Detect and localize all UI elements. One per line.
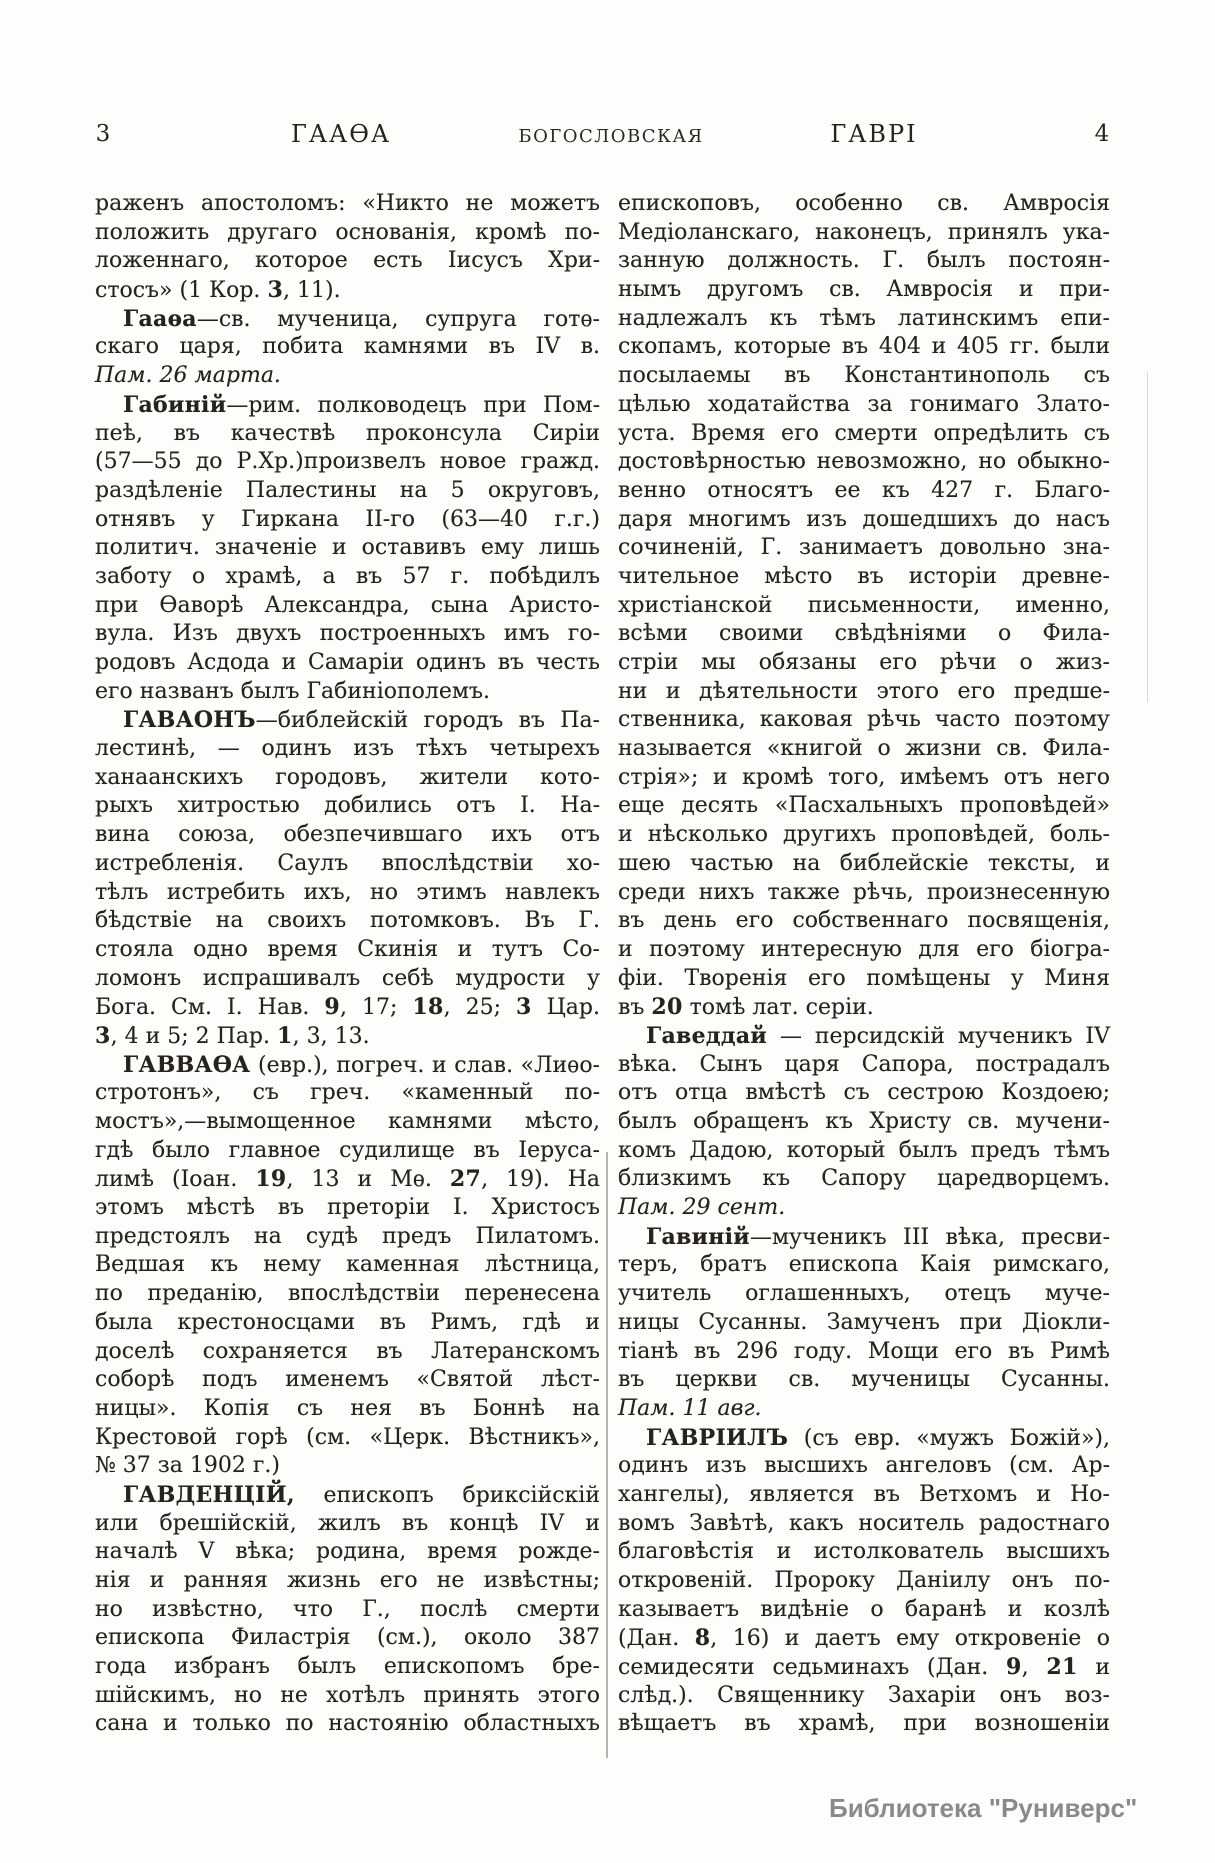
text-line: сана и только по настоянію областныхъ bbox=[95, 1711, 600, 1737]
text-line: слѣд.). Священнику Захаріи онъ воз- bbox=[618, 1682, 1110, 1708]
text-line: Медіоланскаго, наконецъ, принялъ ука- bbox=[618, 219, 1110, 245]
text-line: года избранъ былъ епископомъ бре- bbox=[95, 1654, 600, 1680]
text-line: вула. Изъ двухъ построенныхъ имъ го- bbox=[95, 621, 600, 647]
text-line: мостъ»,—вымощенное камнями мѣсто, bbox=[95, 1109, 600, 1134]
text-line: семидесяти седьминахъ (Дан. 9, 21 и bbox=[618, 1654, 1110, 1681]
text-line: скопамъ, которые въ 404 и 405 гг. были bbox=[618, 334, 1110, 360]
text-line: ГАВРІИЛЪ (съ евр. «мужъ Божій»), bbox=[646, 1424, 1110, 1451]
text-line: но извѣстно, что Г., послѣ смерти bbox=[95, 1596, 600, 1622]
text-line: среди нихъ также рѣчь, произнесенную bbox=[618, 879, 1110, 905]
text-line: чительное мѣсто въ исторіи древне- bbox=[618, 563, 1110, 589]
text-line: въ церкви св. мученицы Сусанны. bbox=[618, 1367, 1110, 1393]
text-line: тѣлъ истребить ихъ, но этимъ навлекъ bbox=[95, 879, 600, 905]
text-line: благовѣстія и истолкователь высшихъ bbox=[618, 1539, 1110, 1565]
text-line: стрія»; и кромѣ того, имѣемъ отъ него bbox=[618, 764, 1110, 790]
text-line: и поэтому интересную для его біогра- bbox=[618, 936, 1110, 962]
text-line: Гавиній—мученикъ III вѣка, пресви- bbox=[646, 1223, 1110, 1250]
text-line: истребленія. Саулъ впослѣдствіи хо- bbox=[95, 850, 600, 876]
text-column-right bbox=[618, 190, 1110, 1739]
text-line: ломонъ испрашивалъ себѣ мудрости у bbox=[95, 965, 600, 991]
text-line: еще десять «Пасхальныхъ проповѣдей» bbox=[618, 793, 1110, 819]
text-line: вина союза, обезпечившаго ихъ отъ bbox=[95, 822, 600, 848]
scan-edge-artifact bbox=[1147, 372, 1148, 702]
text-line: епископовъ, особенно св. Амвросія bbox=[618, 191, 1110, 216]
text-line: шійскимъ, но не хотѣлъ принять этого bbox=[95, 1682, 600, 1708]
text-line: Габиній—рим. полководецъ при Пом- bbox=[123, 391, 600, 418]
text-line: достовѣрностью невозможно, но обыкно- bbox=[618, 449, 1110, 475]
text-line: Пам. 29 сент. bbox=[618, 1195, 786, 1221]
text-line: ни и дѣятельности этого его предше- bbox=[618, 678, 1110, 704]
text-line: даря многимъ изъ дошедшихъ до насъ bbox=[618, 506, 1110, 532]
text-line: казываетъ видѣніе о баранѣ и козлѣ bbox=[618, 1596, 1110, 1622]
text-line: комъ Дадою, который былъ предъ тѣмъ bbox=[618, 1137, 1110, 1163]
text-line: фіи. Творенія его помѣщены у Миня bbox=[618, 965, 1110, 991]
text-line: началѣ V вѣка; родина, время рожде- bbox=[95, 1539, 600, 1565]
text-line: стояла одно время Скинія и тутъ Со- bbox=[95, 936, 600, 962]
text-line: нія и ранняя жизнь его не извѣстны; bbox=[95, 1568, 600, 1593]
text-line: родовъ Асдода и Самаріи одинъ въ честь bbox=[95, 650, 600, 675]
text-line: лестинѣ, — одинъ изъ тѣхъ четырехъ bbox=[95, 736, 600, 762]
text-line: ницы». Копія съ нея въ Боннѣ на bbox=[95, 1395, 600, 1421]
text-line: Пам. 26 марта. bbox=[95, 363, 281, 389]
text-line: Гаведдай — персидскій мученикъ IV bbox=[646, 1022, 1110, 1049]
text-line: откровеній. Пророку Даніилу онъ по- bbox=[618, 1568, 1110, 1593]
text-line: Крестовой горѣ (см. «Церк. Вѣстникъ», bbox=[95, 1424, 600, 1450]
text-line: вомъ Завѣтѣ, какъ носитель радостнаго bbox=[618, 1510, 1110, 1536]
column-divider-rule bbox=[606, 1152, 608, 1758]
text-line: 3, 4 и 5; 2 Пар. 1, 3, 13. bbox=[95, 1022, 370, 1049]
text-line: (Дан. 8, 16) и даетъ ему откровеніе о bbox=[618, 1625, 1110, 1652]
text-line: отъ отца вмѣстѣ съ сестрою Коздоею; bbox=[618, 1080, 1110, 1106]
text-line: была крестоносцами въ Римъ, гдѣ и bbox=[95, 1309, 600, 1335]
text-line: гдѣ было главное судилище въ Іеруса- bbox=[95, 1137, 600, 1163]
text-line: ГАВДЕНЦІЙ, епископъ бриксійскій bbox=[123, 1481, 600, 1508]
text-line: ственника, каковая рѣчь часто поэтому bbox=[618, 707, 1110, 733]
text-line: стротонъ», съ греч. «каменный по- bbox=[95, 1080, 600, 1106]
text-line: Пам. 11 авг. bbox=[618, 1395, 762, 1421]
text-line: лимѣ (Іоан. 19, 13 и Мѳ. 27, 19). На bbox=[95, 1166, 601, 1193]
text-line: христіанской письменности, именно, bbox=[618, 592, 1110, 618]
text-line: учитель оглашенныхъ, отецъ муче- bbox=[618, 1281, 1110, 1307]
text-line: по преданію, впослѣдствіи перенесена bbox=[95, 1281, 600, 1307]
text-line: надлежалъ къ тѣмъ латинскимъ епи- bbox=[618, 305, 1110, 331]
text-line: этомъ мѣстѣ въ преторіи І. Христосъ bbox=[95, 1195, 600, 1221]
page-number-left: 3 bbox=[95, 121, 111, 147]
text-line: бѣдствіе на своихъ потомковъ. Въ Г. bbox=[95, 908, 600, 934]
text-line: доселѣ сохраняется въ Латеранскомъ bbox=[95, 1338, 600, 1364]
text-line: политич. значеніе и оставивъ ему лишь bbox=[95, 535, 600, 561]
text-line: раздѣленіе Палестины на 5 округовъ, bbox=[95, 477, 600, 503]
running-head-right-keyword: ГАВРІ bbox=[830, 120, 918, 148]
text-line: скаго царя, побита камнями въ IV в. bbox=[95, 334, 600, 360]
text-line: ложеннаго, которое есть Іисусъ Хри- bbox=[95, 248, 600, 274]
text-line: раженъ апостоломъ: «Никто не можетъ bbox=[95, 191, 600, 216]
text-line: въ 20 томѣ лат. серіи. bbox=[618, 994, 874, 1021]
text-line: называется «книгой о жизни св. Фила- bbox=[618, 736, 1110, 762]
running-head-left-keyword: ГААѲА bbox=[290, 120, 392, 148]
text-line: стосъ» (1 Кор. 3, 11). bbox=[95, 277, 341, 304]
text-line: хангелы), является въ Ветхомъ и Но- bbox=[618, 1481, 1110, 1507]
text-line: № 37 за 1902 г.) bbox=[95, 1453, 280, 1479]
running-head-center-title: БОГОСЛОВСКАЯ bbox=[518, 126, 704, 147]
text-line: ханаанскихъ городовъ, жители кото- bbox=[95, 764, 600, 790]
text-line: епископа Филастрія (см.), около 387 bbox=[95, 1625, 600, 1651]
text-line: шею частью на библейскіе тексты, и bbox=[618, 850, 1110, 876]
text-line: занную должность. Г. былъ постоян- bbox=[618, 248, 1110, 274]
text-line: ГАВАОНЪ—библейскій городъ въ Па- bbox=[123, 707, 600, 734]
text-line: близкимъ къ Сапору царедворцемъ. bbox=[618, 1166, 1110, 1192]
text-line: сочиненій, Г. занимаетъ довольно зна- bbox=[618, 535, 1110, 561]
text-line: былъ обращенъ къ Христу св. мучени- bbox=[618, 1109, 1110, 1134]
text-line: Бога. См. І. Нав. 9, 17; 18, 25; 3 Цар. bbox=[95, 994, 600, 1021]
text-line: тіанѣ въ 296 году. Мощи его въ Римѣ bbox=[618, 1338, 1110, 1364]
text-line: ницы Сусанны. Замученъ при Діокли- bbox=[618, 1309, 1110, 1335]
text-line: одинъ изъ высшихъ ангеловъ (см. Ар- bbox=[618, 1453, 1110, 1479]
text-line: Ведшая къ нему каменная лѣстница, bbox=[95, 1252, 600, 1278]
text-line: цѣлью ходатайства за гонимаго Злато- bbox=[618, 391, 1110, 417]
text-line: уста. Время его смерти опредѣлить съ bbox=[618, 420, 1110, 446]
text-line: въ день его собственнаго посвященія, bbox=[618, 908, 1110, 934]
text-line: и нѣсколько другихъ проповѣдей, боль- bbox=[618, 822, 1110, 848]
page-number-right: 4 bbox=[1094, 121, 1110, 147]
text-line: отнявъ у Гиркана II-го (63—40 г.г.) bbox=[95, 506, 600, 532]
text-line: или брешійскій, жилъ въ концѣ IV и bbox=[95, 1510, 600, 1536]
runivers-library-watermark: Библиотека "Руниверс" bbox=[829, 1793, 1138, 1823]
text-line: (57—55 до Р.Хр.)произвелъ новое гражд. bbox=[95, 449, 600, 475]
text-line: заботу о храмѣ, а въ 57 г. побѣдилъ bbox=[95, 563, 600, 589]
text-line: стріи мы обязаны его рѣчи о жиз- bbox=[618, 650, 1110, 675]
text-line: вѣка. Сынъ царя Сапора, пострадалъ bbox=[618, 1051, 1110, 1077]
text-line: положить другаго основанія, кромѣ по- bbox=[95, 219, 600, 245]
text-line: нымъ другомъ св. Амвросія и при- bbox=[618, 277, 1110, 303]
text-line: при Ѳаворѣ Александра, сына Аристо- bbox=[95, 592, 600, 618]
text-line: Гааѳа—св. мученица, супруга готѳ- bbox=[123, 305, 600, 332]
text-line: теръ, братъ епископа Каія римскаго, bbox=[618, 1252, 1110, 1278]
text-line: пеѣ, въ качествѣ проконсула Сиріи bbox=[95, 420, 600, 446]
text-line: предстоялъ на судѣ предъ Пилатомъ. bbox=[95, 1223, 600, 1249]
text-line: всѣми своими свѣдѣніями о Фила- bbox=[618, 621, 1110, 647]
text-line: его названъ былъ Габиніополемъ. bbox=[95, 678, 490, 704]
text-line: рыхъ хитростью добились отъ І. На- bbox=[95, 793, 600, 819]
text-line: ГАВВАѲА (евр.), погреч. и слав. «Лиѳо- bbox=[123, 1051, 600, 1078]
text-line: венно относятъ ее къ 427 г. Благо- bbox=[618, 477, 1110, 503]
text-column-left bbox=[95, 190, 600, 1739]
text-line: соборѣ подъ именемъ «Святой лѣст- bbox=[95, 1367, 600, 1393]
text-line: посылаемы въ Константинополь съ bbox=[618, 363, 1110, 389]
text-line: вѣщаетъ въ храмѣ, при возношеніи bbox=[618, 1711, 1110, 1737]
